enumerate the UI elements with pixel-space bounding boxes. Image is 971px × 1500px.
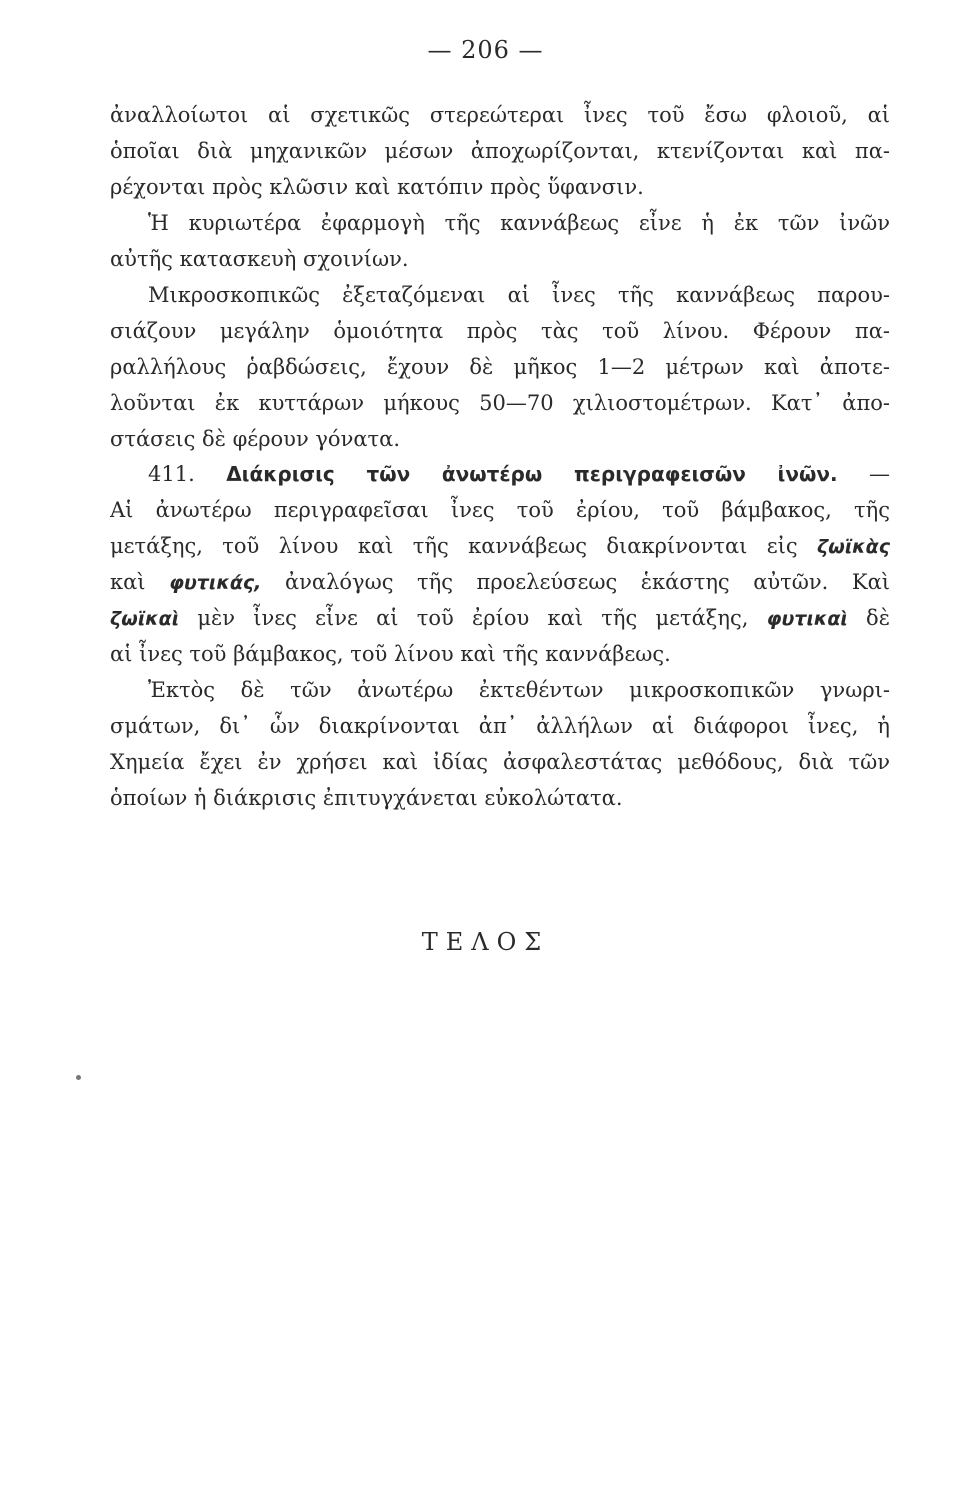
text-line [110, 531, 890, 562]
print-speck [76, 1075, 81, 1080]
page-number: — 206 — [427, 36, 544, 64]
text-line: Ἡ κυριωτέρα ἐφαρμογὴ τῆς καννάβεως εἶνε ἡ ἐκ τῶν ἰνῶν [148, 211, 890, 235]
text-line: ὁποῖαι διὰ μηχανικῶν μέσων ἀποχωρίζονται, κτενίζονται καὶ πα- [110, 139, 890, 163]
text-line: ὁποίων ἡ διάκρισις ἐπιτυγχάνεται εὐκολώτατα. [110, 786, 623, 810]
text-line [110, 567, 890, 598]
text-line [110, 603, 890, 634]
text-line: σμάτων, δι᾽ ὧν διακρίνονται ἀπ᾽ ἀλλήλων αἱ διάφοροι ἶνες, ἡ [110, 714, 890, 738]
emphasis-term: φυτικάς, [169, 572, 262, 594]
text-segment: καὶ [110, 570, 146, 594]
emphasis-term: φυτικαὶ [766, 608, 848, 630]
text-line: Μικροσκοπικῶς ἐξεταζόμεναι αἱ ἶνες τῆς καννάβεως παρου- [148, 283, 890, 307]
text-line: Χημεία ἔχει ἐν χρήσει καὶ ἰδίας ἀσφαλεστάτας μεθόδους, διὰ τῶν [110, 750, 890, 774]
text-line: ραλλήλους ῥαβδώσεις, ἔχουν δὲ μῆκος 1—2 μέτρων καὶ ἀποτε- [110, 355, 890, 379]
text-segment: μὲν ἶνες εἶνε αἱ τοῦ ἐρίου καὶ τῆς μετάξης, [197, 606, 749, 630]
section-number: 411. [148, 462, 195, 486]
text-line: αἱ ἶνες τοῦ βάμβακος, τοῦ λίνου καὶ τῆς καννάβεως. [110, 642, 671, 666]
heading-dash: — [869, 462, 890, 486]
text-line: σιάζουν μεγάλην ὁμοιότητα πρὸς τὰς τοῦ λίνου. Φέρουν πα- [110, 319, 890, 343]
text-line: λοῦνται ἐκ κυττάρων μήκους 50—70 χιλιοστομέτρων. Κατ᾽ ἀπο- [110, 391, 890, 415]
section-heading-line [148, 459, 890, 489]
text-line: αὐτῆς κατασκευὴ σχοινίων. [110, 247, 409, 271]
text-segment: ἀναλόγως τῆς προελεύσεως ἑκάστης αὐτῶν. Καὶ [284, 570, 890, 594]
text-line: στάσεις δὲ φέρουν γόνατα. [110, 427, 401, 451]
text-segment: δὲ [866, 606, 890, 630]
emphasis-term: ζωϊκαὶ [110, 608, 180, 630]
text-line: Αἱ ἀνωτέρω περιγραφεῖσαι ἶνες τοῦ ἐρίου, τοῦ βάμβακος, τῆς [110, 498, 890, 522]
section-heading: Διάκρισις τῶν ἀνωτέρω περιγραφεισῶν ἰνῶν. [226, 462, 838, 486]
end-word: ΤΕΛΟΣ [421, 928, 550, 956]
text-line: ρέχονται πρὸς κλῶσιν καὶ κατόπιν πρὸς ὕφανσιν. [110, 175, 644, 199]
text-line: ἀναλλοίωτοι αἱ σχετικῶς στερεώτεραι ἶνες τοῦ ἔσω φλοιοῦ, αἱ [110, 103, 890, 127]
emphasis-term: ζωϊκὰς [817, 536, 890, 558]
text-segment: μετάξης, τοῦ λίνου καὶ τῆς καννάβεως διακρίνονται εἰς [110, 534, 798, 558]
text-line: Ἐκτὸς δὲ τῶν ἀνωτέρω ἐκτεθέντων μικροσκοπικῶν γνωρι- [148, 678, 890, 702]
